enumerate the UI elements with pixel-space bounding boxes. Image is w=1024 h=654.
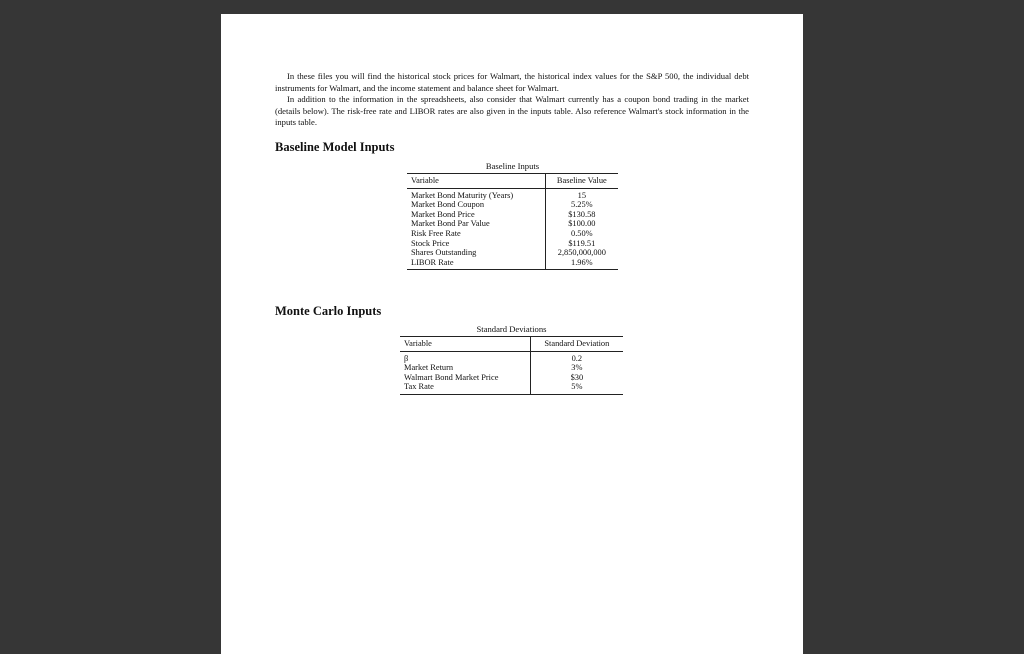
value-cell: 0.2 bbox=[530, 351, 623, 363]
variable-cell: β bbox=[404, 353, 409, 363]
variable-cell: Market Bond Maturity (Years) bbox=[411, 190, 514, 200]
table-row bbox=[407, 248, 618, 258]
table-row bbox=[400, 373, 623, 383]
intro-paragraph-1-text: In these files you will find the historical stock prices for Walmart, the historical index values for the S&P 500, the individual debt instruments for Walmart, and the income statement and balance sheet for Walmart. bbox=[275, 71, 749, 93]
column-header-standard-deviation: Standard Deviation bbox=[530, 337, 623, 352]
value-cell: $130.58 bbox=[545, 210, 618, 220]
column-header-baseline-value: Baseline Value bbox=[545, 174, 618, 189]
table-header-row bbox=[407, 174, 618, 189]
baseline-table-caption: Baseline Inputs bbox=[485, 161, 540, 171]
variable-cell: Risk Free Rate bbox=[411, 228, 461, 238]
variable-cell: LIBOR Rate bbox=[411, 257, 454, 267]
column-header-variable: Variable bbox=[400, 337, 530, 352]
table-row bbox=[400, 351, 623, 363]
table-row bbox=[407, 258, 618, 270]
standard-deviations-table bbox=[400, 336, 623, 395]
variable-cell: Tax Rate bbox=[404, 382, 434, 392]
document-page bbox=[221, 14, 803, 654]
intro-paragraph-1 bbox=[275, 71, 749, 94]
variable-cell: Market Return bbox=[404, 363, 454, 373]
table-row bbox=[407, 210, 618, 220]
std-dev-table-caption: Standard Deviations bbox=[476, 324, 547, 334]
value-cell: 2,850,000,000 bbox=[545, 248, 618, 258]
baseline-heading: Baseline Model Inputs bbox=[275, 140, 395, 154]
table-row bbox=[407, 188, 618, 200]
table-row bbox=[407, 229, 618, 239]
table-row bbox=[407, 239, 618, 249]
intro-paragraph-2-text: In addition to the information in the spreadsheets, also consider that Walmart currently has a coupon bond trading in the market (details below). The risk-free rate and LIBOR rates are also given in the inputs table. Also reference Walmart's stock information in the inputs table. bbox=[275, 94, 749, 128]
value-cell: $30 bbox=[530, 373, 623, 383]
table-row bbox=[400, 363, 623, 373]
column-header-variable: Variable bbox=[407, 174, 545, 189]
table-row bbox=[407, 219, 618, 229]
variable-cell: Walmart Bond Market Price bbox=[404, 372, 499, 382]
value-cell: 15 bbox=[545, 188, 618, 200]
table-row bbox=[400, 382, 623, 394]
value-cell: $100.00 bbox=[545, 219, 618, 229]
baseline-inputs-table-wrap bbox=[407, 161, 618, 270]
value-cell: 5.25% bbox=[545, 200, 618, 210]
value-cell: 5% bbox=[530, 382, 623, 394]
intro-paragraph-2 bbox=[275, 94, 749, 129]
value-cell: $119.51 bbox=[545, 239, 618, 249]
variable-cell: Market Bond Coupon bbox=[411, 200, 485, 210]
variable-cell: Market Bond Par Value bbox=[411, 219, 490, 229]
variable-cell: Stock Price bbox=[411, 238, 450, 248]
baseline-inputs-table bbox=[407, 173, 618, 270]
value-cell: 0.50% bbox=[545, 229, 618, 239]
monte-carlo-heading: Monte Carlo Inputs bbox=[275, 304, 382, 318]
table-row bbox=[407, 200, 618, 210]
table-header-row bbox=[400, 337, 623, 352]
variable-cell: Shares Outstanding bbox=[411, 248, 477, 258]
value-cell: 1.96% bbox=[545, 258, 618, 270]
variable-cell: Market Bond Price bbox=[411, 209, 475, 219]
value-cell: 3% bbox=[530, 363, 623, 373]
standard-deviations-table-wrap bbox=[400, 324, 623, 395]
